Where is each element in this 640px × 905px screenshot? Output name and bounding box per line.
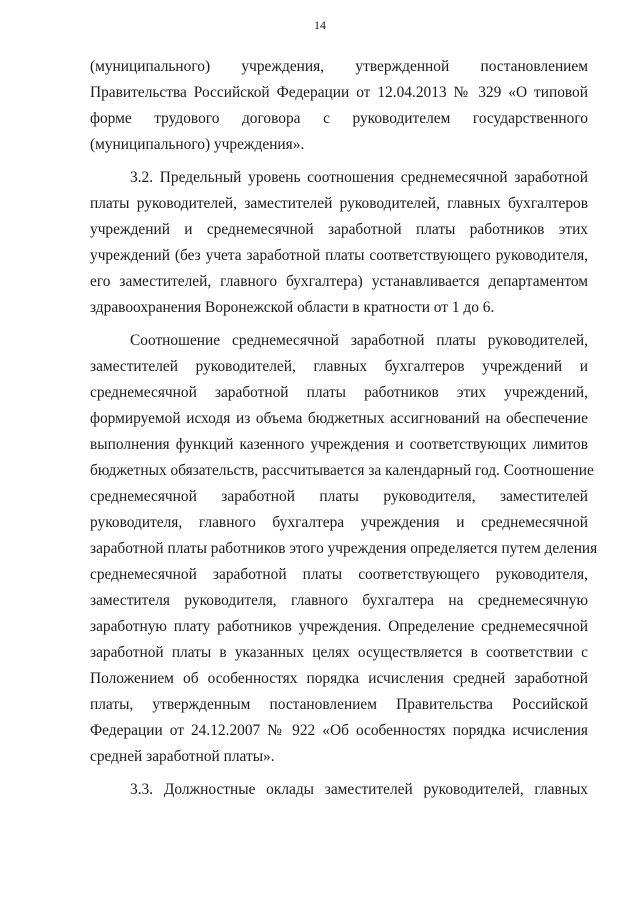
text-line: (муниципального) учреждения, утвержденной постановлением bbox=[90, 58, 588, 75]
text-line: заместителя руководителя, главного бухгалтера на среднемесячную bbox=[90, 592, 588, 609]
text-line: заработной платы в указанных целях осуществляется в соответствии с bbox=[90, 644, 588, 661]
text-line: руководителя, главного бухгалтера учреждения и среднемесячной bbox=[90, 514, 588, 531]
text-line: платы, утвержденным постановлением Правительства Российской bbox=[90, 696, 588, 713]
text-line: его заместителей, главного бухгалтера) устанавливается департаментом bbox=[90, 273, 588, 290]
text-line: заработную плату работников учреждения. Определение среднемесячной bbox=[90, 618, 588, 635]
text-line: учреждений (без учета заработной платы соответствующего руководителя, bbox=[90, 247, 588, 264]
paragraph-p-3-2 bbox=[90, 165, 588, 321]
text-line: 3.3. Должностные оклады заместителей руководителей, главных bbox=[130, 781, 588, 798]
text-line: здравоохранения Воронежской области в кратности от 1 до 6. bbox=[90, 299, 495, 316]
paragraph-p-ratio bbox=[90, 328, 598, 770]
page-number: 14 bbox=[314, 18, 326, 32]
text-line: среднемесячной заработной платы работников этих учреждений, bbox=[90, 384, 588, 401]
text-line: бюджетных обязательств, рассчитывается за календарный год. Соотношение bbox=[90, 462, 594, 479]
text-line: формируемой исходя из объема бюджетных ассигнований на обеспечение bbox=[90, 410, 588, 427]
text-line: (муниципального) учреждения». bbox=[90, 136, 305, 153]
paragraph-p-continuation bbox=[90, 54, 588, 158]
text-line: выполнения функций казенного учреждения и соответствующих лимитов bbox=[90, 436, 588, 453]
text-line: Федерации от 24.12.2007 № 922 «Об особенностях порядка исчисления bbox=[90, 722, 588, 739]
text-line: учреждений и среднемесячной заработной платы работников этих bbox=[90, 221, 588, 238]
text-line: заработной платы работников этого учреждения определяется путем деления bbox=[90, 540, 598, 557]
text-line: платы руководителей, заместителей руководителей, главных бухгалтеров bbox=[90, 195, 588, 212]
text-line: 3.2. Предельный уровень соотношения среднемесячной заработной bbox=[130, 169, 588, 186]
document-body bbox=[90, 54, 598, 803]
text-line: Положением об особенностях порядка исчисления средней заработной bbox=[90, 670, 588, 687]
text-line: средней заработной платы». bbox=[90, 748, 275, 765]
text-line: Правительства Российской Федерации от 12.04.2013 № 329 «О типовой bbox=[90, 84, 588, 101]
text-line: Соотношение среднемесячной заработной платы руководителей, bbox=[130, 332, 588, 349]
text-line: заместителей руководителей, главных бухгалтеров учреждений и bbox=[90, 358, 588, 375]
text-line: форме трудового договора с руководителем государственного bbox=[90, 110, 588, 127]
paragraph-p-3-3 bbox=[90, 777, 588, 803]
text-line: среднемесячной заработной платы соответствующего руководителя, bbox=[90, 566, 588, 583]
text-line: среднемесячной заработной платы руководителя, заместителей bbox=[90, 488, 588, 505]
